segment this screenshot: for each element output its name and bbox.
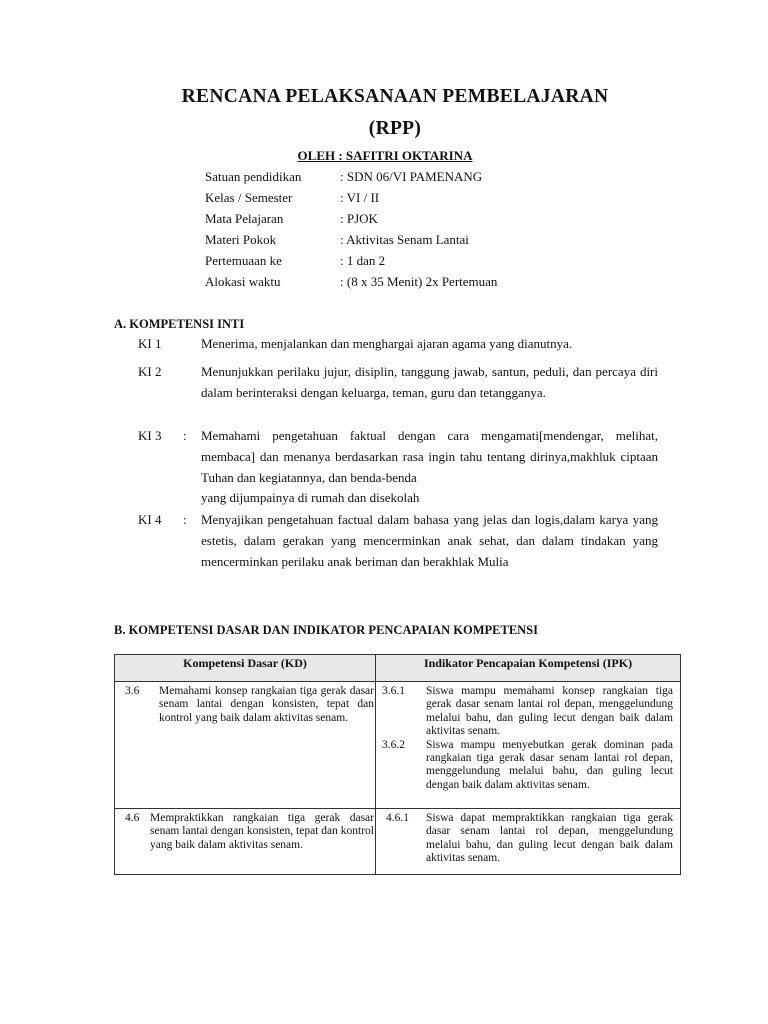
table-row [115, 682, 681, 809]
ki-text: Menerima, menjalankan dan menghargai ajaran agama yang dianutnya. [201, 336, 573, 351]
ki-label: KI 3 [138, 428, 162, 443]
kd-text: Mempraktikkan rangkaian tiga gerak dasar senam lantai dengan konsisten, tepat dan kontrol yang baik dalam aktivitas senam. [150, 812, 374, 851]
info-value: : PJOK [340, 211, 378, 226]
ki-text: Memahami pengetahuan faktual dengan cara mengamati[mendengar, melihat, membaca] dan menanya berdasarkan rasa ingin tahu tentang dirinya,makhluk ciptaan Tuhan dan kegiatannya, dan benda-benda [201, 428, 658, 485]
table-cell-ipk [376, 809, 681, 875]
document-subtitle: (RPP) [368, 118, 422, 139]
kd-number: 4.6 [125, 812, 140, 824]
ki-colon: : [183, 512, 187, 527]
ki-label: KI 2 [138, 364, 162, 379]
ki-text-continuation: yang dijumpainya di rumah dan disekolah [201, 490, 420, 505]
table-header: Indikator Pencapaian Kompetensi (IPK) [376, 655, 681, 682]
ipk-text: Siswa mampu menyebutkan gerak dominan pada rangkaian tiga gerak dasar senam lantai rol depan, menggelundung melalui bahu, dan guling lecut dengan baik dalam aktivitas senam. [426, 738, 673, 791]
ipk-text: Siswa dapat mempraktikkan rangkaian tiga gerak dasar senam lantai rol depan, menggelundung melalui bahu, dan guling lecut dengan baik dalam aktivitas senam. [426, 812, 673, 865]
ipk-number: 3.6.1 [382, 685, 405, 697]
table-header-row [115, 655, 681, 682]
table-cell-kd [115, 809, 376, 875]
ki-colon: : [183, 428, 187, 443]
info-value: : (8 x 35 Menit) 2x Pertemuan [340, 274, 498, 289]
ipk-number: 3.6.2 [382, 738, 405, 751]
table-header: Kompetensi Dasar (KD) [115, 655, 376, 682]
ipk-number: 4.6.1 [386, 812, 409, 824]
ki-label: KI 4 [138, 512, 162, 527]
info-value: : VI / II [340, 190, 380, 205]
kd-number: 3.6 [125, 685, 140, 697]
ki-text: Menunjukkan perilaku jujur, disiplin, tanggung jawab, santun, peduli, dan percaya diri dalam berinteraksi dengan keluarga, teman, guru dan tetangganya. [201, 364, 658, 400]
section-b-heading: B. KOMPETENSI DASAR DAN INDIKATOR PENCAPAIAN KOMPETENSI [114, 623, 538, 637]
info-label: Pertemuaan ke [205, 253, 282, 268]
author-line: OLEH : SAFITRI OKTARINA [297, 148, 473, 163]
ki-label: KI 1 [138, 336, 162, 351]
section-a-heading: A. KOMPETENSI INTI [114, 317, 245, 331]
info-value: : Aktivitas Senam Lantai [340, 232, 469, 247]
info-label: Kelas / Semester [205, 190, 293, 205]
kd-text: Memahami konsep rangkaian tiga gerak dasar senam lantai dengan konsisten, tepat dan kontrol yang baik dalam aktivitas senam. [159, 685, 374, 724]
info-label: Alokasi waktu [205, 274, 281, 289]
competency-table [114, 654, 681, 875]
info-label: Materi Pokok [205, 232, 277, 247]
table-cell-ipk [376, 682, 681, 809]
ki-text: Menyajikan pengetahuan factual dalam bahasa yang jelas dan logis,dalam karya yang estetis, dalam gerakan yang mencerminkan anak sehat, dan dalam tindakan yang mencerminkan perilaku anak beriman dan berakhlak Mulia [201, 512, 658, 569]
info-value: : SDN 06/VI PAMENANG [340, 169, 483, 184]
info-value: : 1 dan 2 [340, 253, 386, 268]
table-row [115, 809, 681, 875]
info-label: Mata Pelajaran [205, 211, 284, 226]
info-label: Satuan pendidikan [205, 169, 302, 184]
table-cell-kd [115, 682, 376, 809]
document-title: RENCANA PELAKSANAAN PEMBELAJARAN [181, 86, 609, 107]
ipk-text: Siswa mampu memahami konsep rangkaian tiga gerak dasar senam lantai rol depan, menggelundung melalui bahu, dan guling lecut dengan baik dalam aktivitas senam. [426, 685, 673, 738]
